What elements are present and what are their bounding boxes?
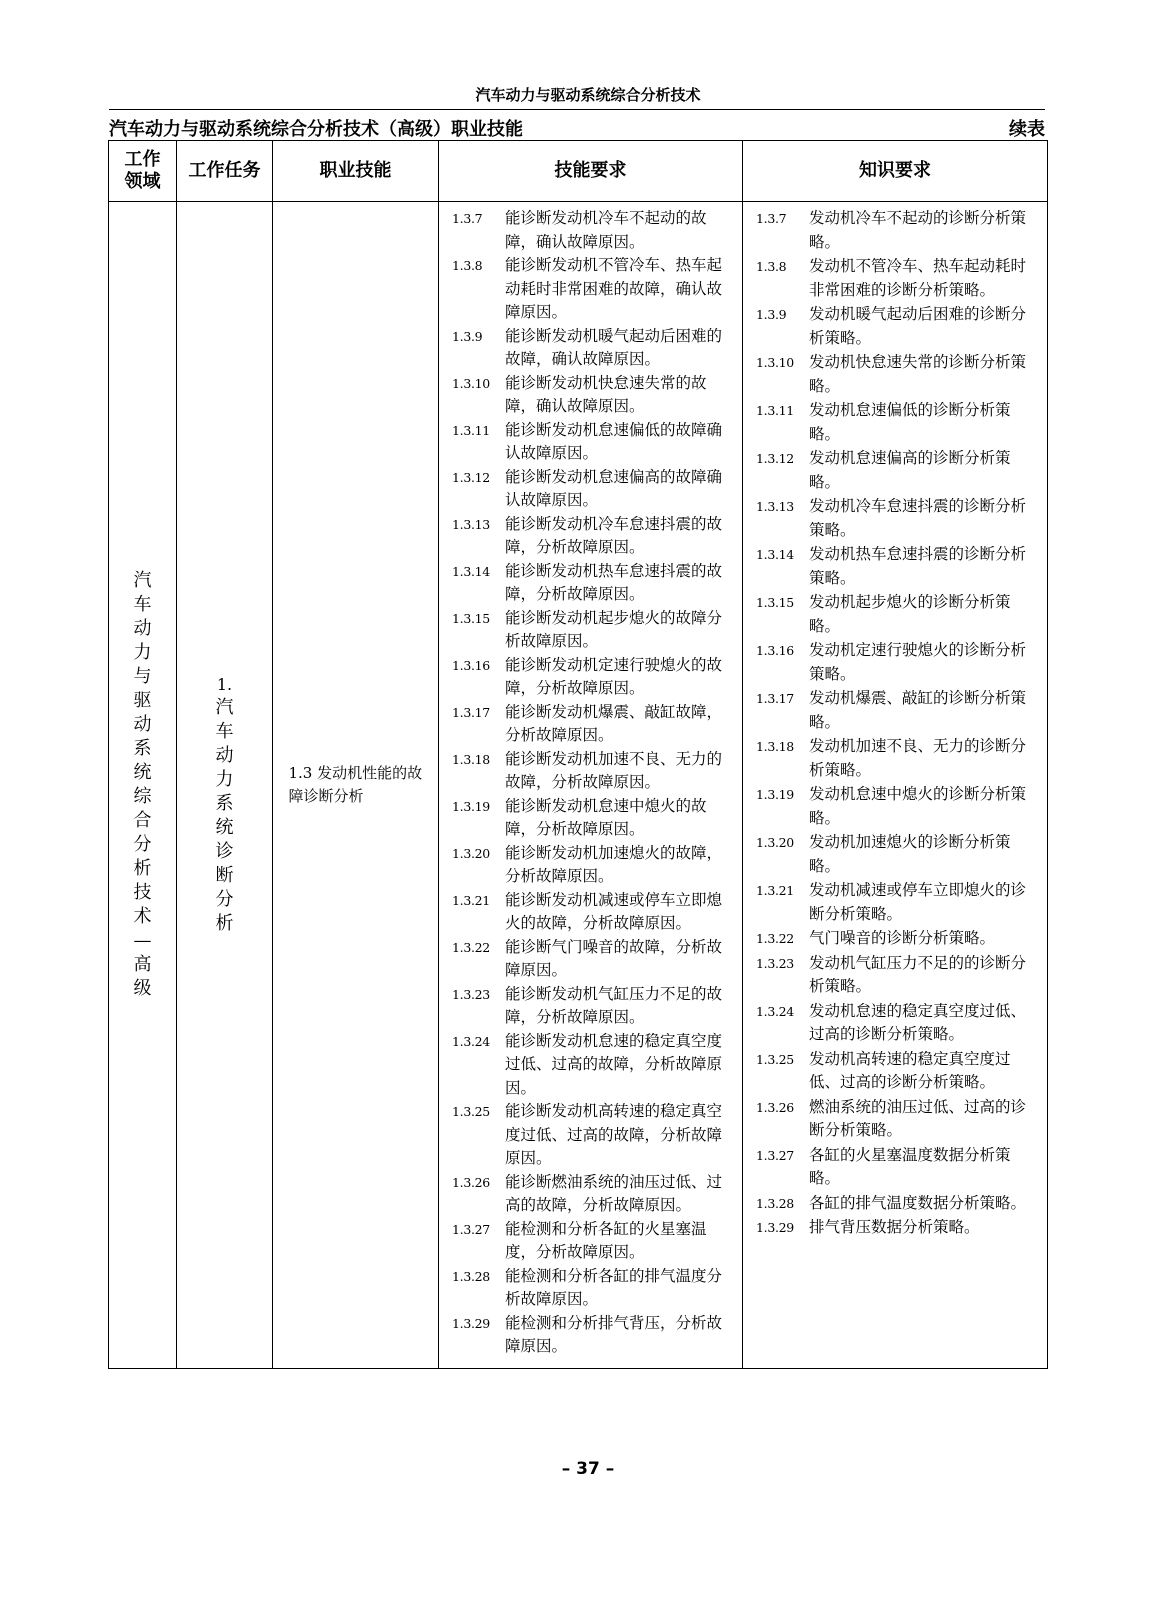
item-text: 发动机加速熄火的诊断分析策略。 <box>809 833 1011 875</box>
list-item <box>449 701 736 748</box>
item-number: 1.3.16 <box>452 657 490 673</box>
item-text: 各缸的火星塞温度数据分析策略。 <box>809 1145 1011 1187</box>
item-number: 1.3.19 <box>756 787 794 802</box>
item-number: 1.3.12 <box>756 451 794 466</box>
knowledge-requirements-cell <box>743 202 1048 1369</box>
item-text: 发动机起步熄火的诊断分析策略。 <box>809 593 1011 635</box>
list-item <box>449 560 736 607</box>
item-number: 1.3.8 <box>452 258 483 273</box>
list-item <box>449 207 736 254</box>
item-number: 1.3.9 <box>452 328 483 344</box>
item-number: 1.3.12 <box>452 469 490 485</box>
item-text: 能诊断发动机加速不良、无力的故障，分析故障原因。 <box>505 749 723 791</box>
item-number: 1.3.18 <box>756 739 794 754</box>
item-text: 能诊断发动机怠速偏低的故障确认故障原因。 <box>505 420 723 462</box>
item-number: 1.3.24 <box>452 1033 490 1049</box>
list-item <box>449 1312 736 1359</box>
list-item <box>753 735 1041 782</box>
list-item <box>753 1096 1041 1143</box>
item-number: 1.3.20 <box>452 845 490 861</box>
header-work-domain: 工作领域 <box>109 141 177 202</box>
skill-requirements-list <box>449 207 736 1359</box>
item-text: 能诊断发动机起步熄火的故障分析故障原因。 <box>505 608 723 650</box>
item-number: 1.3.23 <box>756 955 794 971</box>
item-number: 1.3.25 <box>756 1051 794 1067</box>
item-number: 1.3.17 <box>452 704 490 720</box>
item-text: 发动机高转速的稳定真空度过低、过高的诊断分析策略。 <box>809 1049 1011 1091</box>
item-number: 1.3.16 <box>756 643 794 658</box>
vocational-skill-text: 1.3 发动机性能的故障诊断分析 <box>288 764 423 805</box>
item-number: 1.3.26 <box>756 1099 794 1115</box>
list-item <box>753 927 1041 951</box>
item-text: 能诊断发动机热车怠速抖震的故障，分析故障原因。 <box>505 561 723 603</box>
item-text: 能诊断发动机怠速偏高的故障确认故障原因。 <box>505 467 723 509</box>
item-number: 1.3.11 <box>452 422 490 438</box>
list-item <box>449 513 736 560</box>
item-number: 1.3.24 <box>756 1003 794 1019</box>
list-item <box>449 1100 736 1171</box>
header-knowledge-requirements: 知识要求 <box>743 141 1048 202</box>
list-item <box>753 1192 1041 1216</box>
item-text: 发动机怠速的稳定真空度过低、过高的诊断分析策略。 <box>809 1001 1027 1043</box>
header-skill-requirements: 技能要求 <box>439 141 743 202</box>
item-text: 排气背压数据分析策略。 <box>809 1218 980 1236</box>
work-domain-cell <box>109 202 177 1369</box>
item-text: 发动机定速行驶熄火的诊断分析策略。 <box>809 641 1027 683</box>
list-item <box>753 495 1041 542</box>
item-number: 1.3.13 <box>452 516 490 532</box>
item-text: 发动机怠速中熄火的诊断分析策略。 <box>809 785 1027 827</box>
list-item <box>449 372 736 419</box>
list-item <box>449 607 736 654</box>
list-item <box>753 1216 1041 1240</box>
item-text: 能诊断发动机气缸压力不足的故障，分析故障原因。 <box>505 984 723 1026</box>
item-text: 发动机减速或停车立即熄火的诊断分析策略。 <box>809 881 1027 923</box>
list-item <box>753 952 1041 999</box>
work-task-cell <box>177 202 273 1369</box>
item-number: 1.3.27 <box>452 1221 490 1237</box>
item-number: 1.3.14 <box>756 547 794 562</box>
work-task-text: 汽车动力系统诊断分析 <box>215 697 234 934</box>
item-text: 发动机冷车不起动的诊断分析策略。 <box>809 209 1027 251</box>
list-item <box>753 639 1041 686</box>
item-number: 1.3.9 <box>756 307 787 322</box>
item-number: 1.3.17 <box>756 691 794 706</box>
item-number: 1.3.21 <box>452 892 490 908</box>
list-item <box>449 1030 736 1101</box>
work-domain-text: 汽车动力与驱动系统综合分析技术—高级 <box>133 570 152 999</box>
item-number: 1.3.28 <box>756 1195 794 1211</box>
item-text: 发动机不管冷车、热车起动耗时非常困难的诊断分析策略。 <box>809 257 1027 299</box>
item-text: 能诊断发动机定速行驶熄火的故障，分析故障原因。 <box>505 655 723 697</box>
page-number: – 37 – <box>561 1459 615 1479</box>
item-number: 1.3.19 <box>452 798 490 814</box>
list-item <box>449 842 736 889</box>
list-item <box>449 983 736 1030</box>
item-text: 能检测和分析各缸的火星塞温度，分析故障原因。 <box>505 1219 707 1261</box>
item-text: 能诊断发动机爆震、敲缸故障，分析故障原因。 <box>505 702 723 744</box>
list-item <box>753 543 1041 590</box>
item-text: 能诊断发动机高转速的稳定真空度过低、过高的故障，分析故障原因。 <box>505 1102 723 1167</box>
list-item <box>449 1218 736 1265</box>
list-item <box>449 1265 736 1312</box>
list-item <box>753 207 1041 254</box>
list-item <box>449 1171 736 1218</box>
list-item <box>449 936 736 983</box>
list-item <box>753 399 1041 446</box>
list-item <box>449 419 736 466</box>
item-text: 能诊断发动机怠速的稳定真空度过低、过高的故障，分析故障原因。 <box>505 1031 723 1097</box>
item-number: 1.3.27 <box>756 1147 794 1163</box>
item-number: 1.3.26 <box>452 1174 490 1190</box>
list-item <box>753 351 1041 398</box>
item-text: 发动机气缸压力不足的的诊断分析策略。 <box>809 953 1027 995</box>
item-text: 能诊断气门噪音的故障，分析故障原因。 <box>505 937 723 979</box>
item-text: 能诊断发动机冷车怠速抖震的故障，分析故障原因。 <box>505 514 723 556</box>
list-item <box>753 687 1041 734</box>
item-text: 发动机加速不良、无力的诊断分析策略。 <box>809 737 1027 779</box>
item-number: 1.3.21 <box>756 883 794 898</box>
list-item <box>449 795 736 842</box>
item-number: 1.3.7 <box>756 211 787 226</box>
skill-requirements-cell <box>439 202 743 1369</box>
header-rule <box>109 109 1045 110</box>
item-number: 1.3.15 <box>756 595 794 610</box>
item-text: 发动机热车怠速抖震的诊断分析策略。 <box>809 545 1027 587</box>
list-item <box>753 303 1041 350</box>
list-item <box>449 748 736 795</box>
item-text: 能检测和分析排气背压，分析故障原因。 <box>505 1313 723 1355</box>
item-number: 1.3.29 <box>452 1315 490 1331</box>
item-text: 能诊断燃油系统的油压过低、过高的故障，分析故障原因。 <box>505 1172 723 1214</box>
item-text: 各缸的排气温度数据分析策略。 <box>809 1193 1027 1212</box>
list-item <box>449 654 736 701</box>
item-text: 燃油系统的油压过低、过高的诊断分析策略。 <box>809 1097 1027 1139</box>
item-number: 1.3.13 <box>756 499 794 514</box>
list-item <box>753 1000 1041 1047</box>
knowledge-requirements-list <box>753 207 1041 1240</box>
item-text: 能检测和分析各缸的排气温度分析故障原因。 <box>505 1266 723 1308</box>
item-number: 1.3.14 <box>452 563 490 579</box>
item-number: 1.3.29 <box>756 1220 794 1235</box>
list-item <box>753 783 1041 830</box>
running-head: 汽车动力与驱动系统综合分析技术 <box>475 86 701 104</box>
item-text: 能诊断发动机减速或停车立即熄火的故障，分析故障原因。 <box>505 890 723 932</box>
item-number: 1.3.10 <box>756 355 794 370</box>
item-number: 1.3.22 <box>756 931 794 946</box>
item-text: 能诊断发动机加速熄火的故障，分析故障原因。 <box>505 843 723 885</box>
item-text: 发动机爆震、敲缸的诊断分析策略。 <box>809 689 1027 731</box>
list-item <box>753 447 1041 494</box>
header-vocational-skill: 职业技能 <box>273 141 439 202</box>
header-work-task: 工作任务 <box>177 141 273 202</box>
item-number: 1.3.7 <box>452 211 483 226</box>
list-item <box>753 879 1041 926</box>
item-number: 1.3.10 <box>452 375 490 391</box>
item-number: 1.3.22 <box>452 939 490 955</box>
list-item <box>753 1048 1041 1095</box>
item-text: 发动机怠速偏高的诊断分析策略。 <box>809 449 1011 491</box>
item-number: 1.3.18 <box>452 751 490 767</box>
item-text: 能诊断发动机怠速中熄火的故障，分析故障原因。 <box>505 796 707 838</box>
item-text: 能诊断发动机快怠速失常的故障，确认故障原因。 <box>505 373 707 415</box>
item-number: 1.3.8 <box>756 259 787 274</box>
list-item <box>449 889 736 936</box>
item-number: 1.3.23 <box>452 986 490 1002</box>
list-item <box>449 325 736 372</box>
item-number: 1.3.28 <box>452 1268 490 1284</box>
list-item <box>753 591 1041 638</box>
continued-label: 续表 <box>1009 119 1045 140</box>
item-number: 1.3.11 <box>756 403 794 418</box>
item-number: 1.3.15 <box>452 610 490 626</box>
item-text: 发动机冷车怠速抖震的诊断分析策略。 <box>809 497 1027 539</box>
item-text: 发动机暖气起动后困难的诊断分析策略。 <box>809 305 1027 347</box>
item-text: 发动机快怠速失常的诊断分析策略。 <box>809 353 1027 395</box>
list-item <box>753 1144 1041 1191</box>
vocational-skill-cell <box>273 202 439 1369</box>
list-item <box>753 255 1041 302</box>
item-number: 1.3.25 <box>452 1104 490 1119</box>
work-task-number: 1. <box>216 675 233 694</box>
table-row <box>109 202 1048 1369</box>
skills-table <box>108 140 1048 1369</box>
item-text: 气门噪音的诊断分析策略。 <box>809 929 996 947</box>
item-text: 能诊断发动机不管冷车、热车起动耗时非常困难的故障，确认故障原因。 <box>505 256 723 321</box>
table-title: 汽车动力与驱动系统综合分析技术（高级）职业技能 <box>109 119 523 140</box>
list-item <box>449 254 736 325</box>
item-text: 发动机怠速偏低的诊断分析策略。 <box>809 401 1011 443</box>
table-header-row <box>109 141 1048 202</box>
item-text: 能诊断发动机冷车不起动的故障，确认故障原因。 <box>505 209 707 251</box>
list-item <box>753 831 1041 878</box>
list-item <box>449 466 736 513</box>
item-text: 能诊断发动机暖气起动后困难的故障，确认故障原因。 <box>505 326 723 368</box>
item-number: 1.3.20 <box>756 835 794 850</box>
